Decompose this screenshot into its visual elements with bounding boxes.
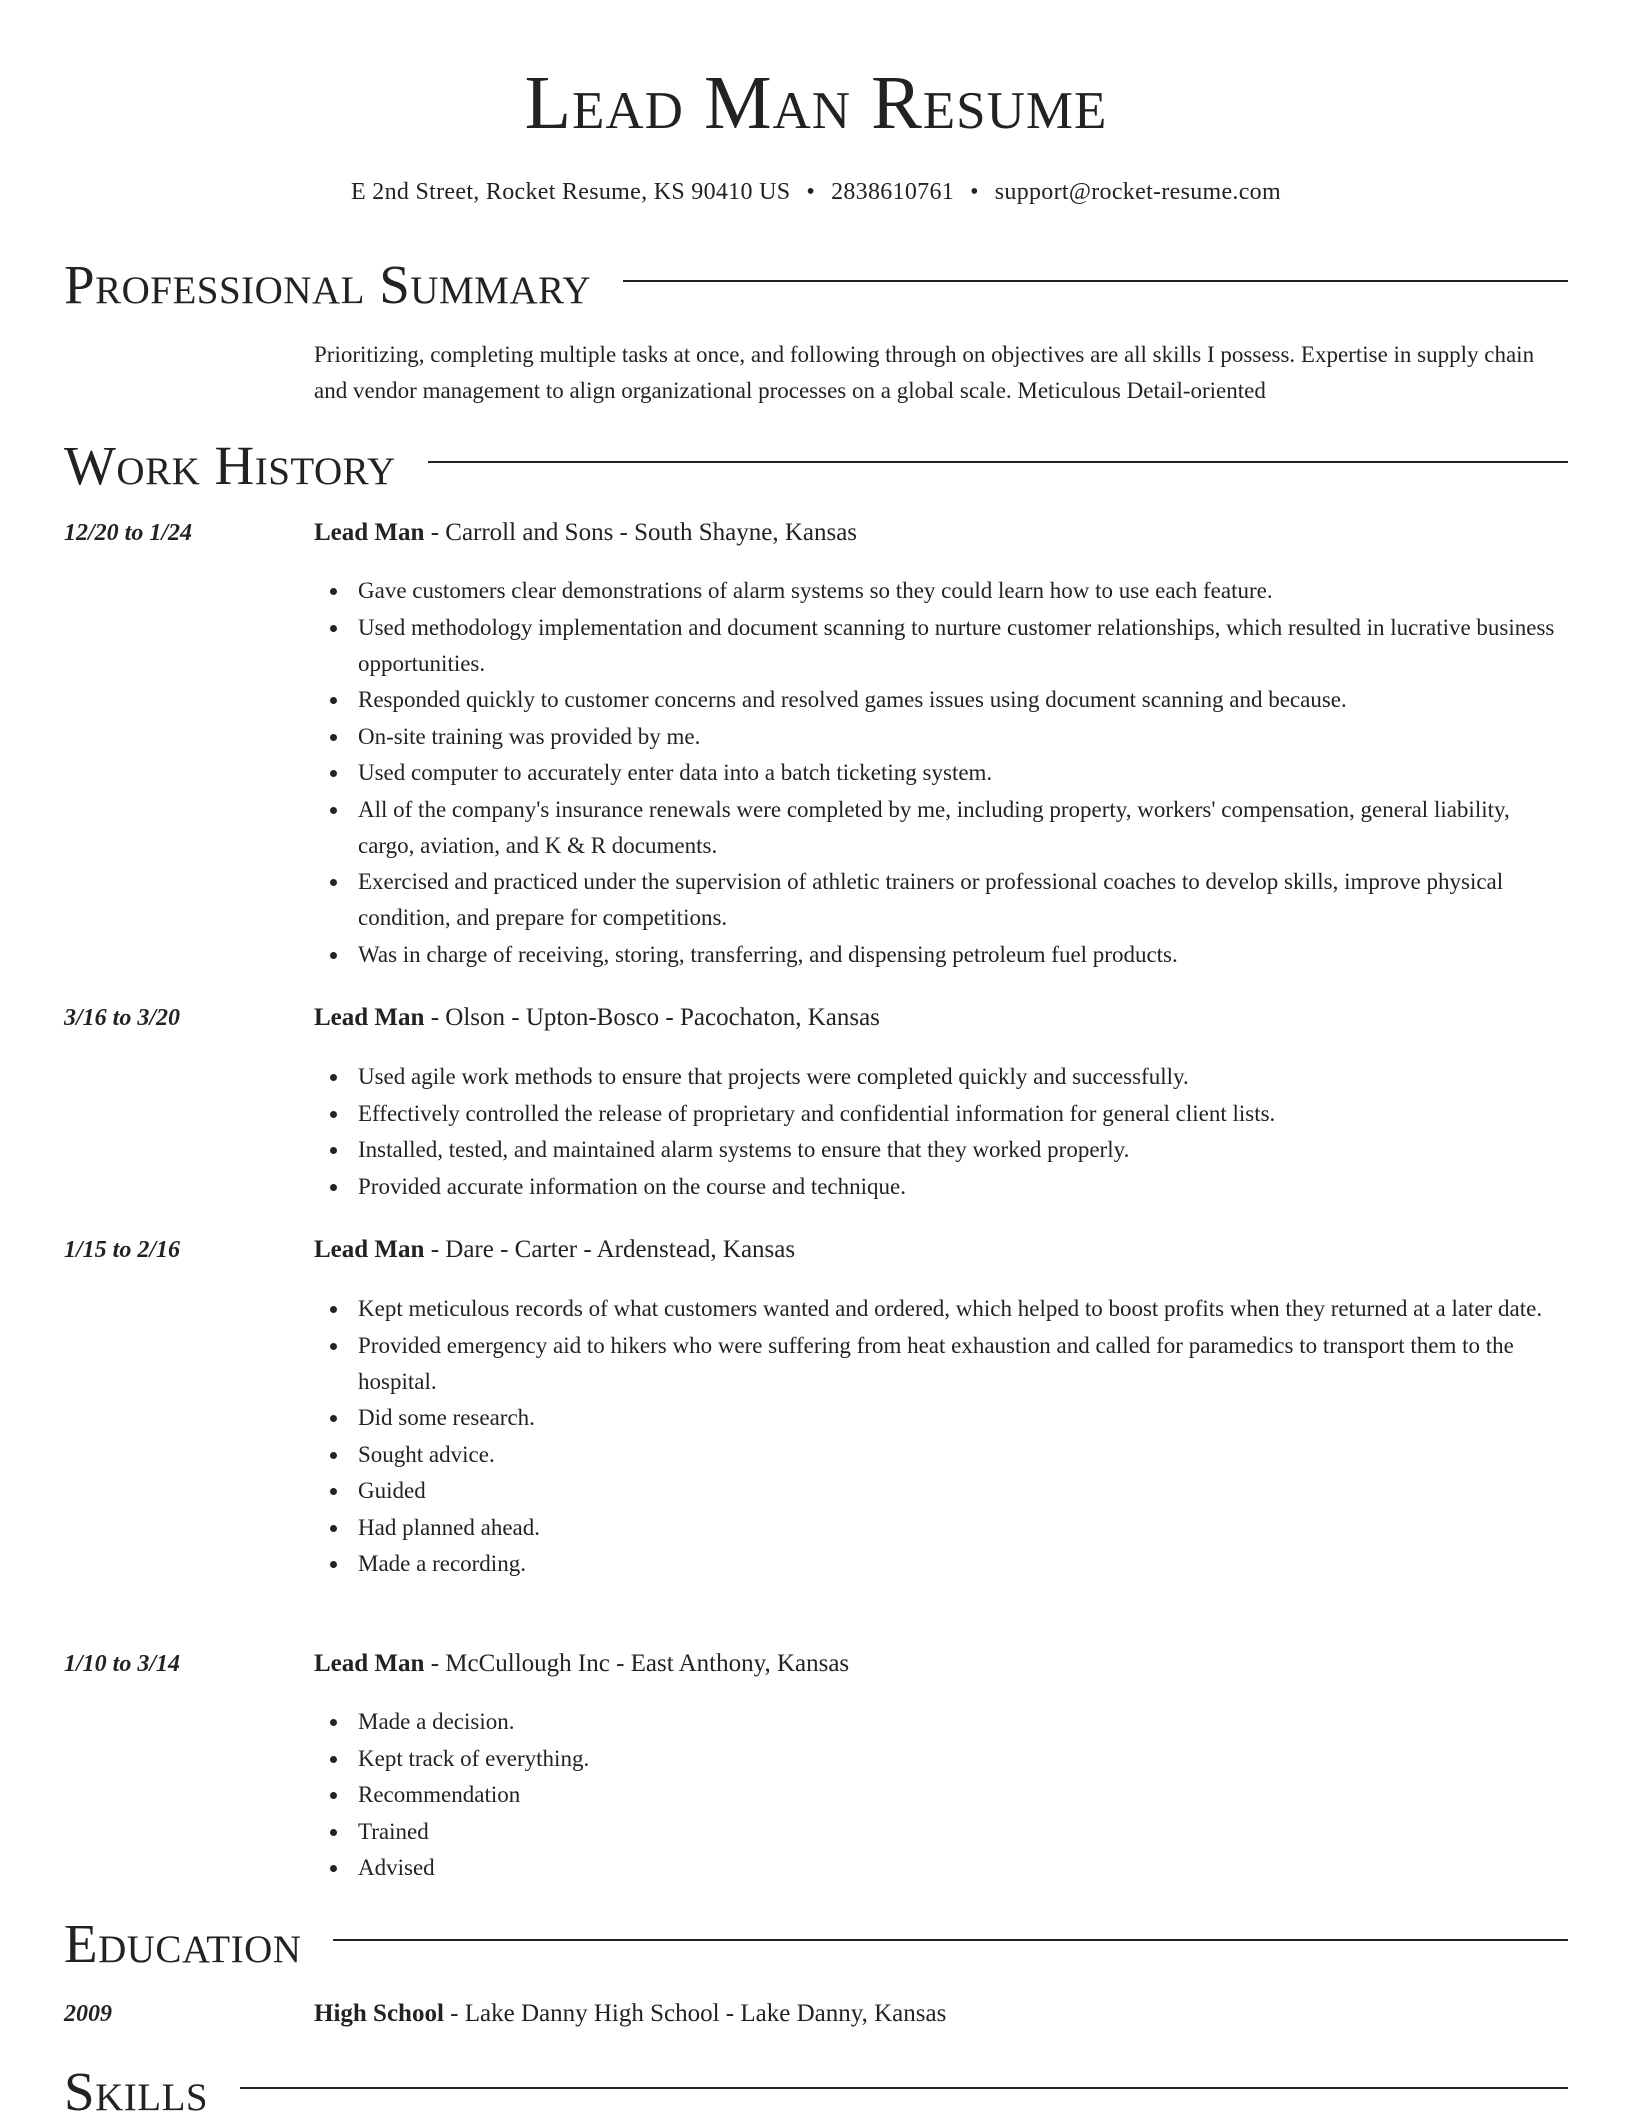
list-item: Made a decision. bbox=[358, 1704, 1569, 1740]
list-item: Was in charge of receiving, storing, transferring, and dispensing petroleum fuel products. bbox=[358, 937, 1569, 973]
section-divider bbox=[240, 2087, 1568, 2089]
job-employer: - Olson - Upton-Bosco - Pacochaton, Kansas bbox=[424, 1004, 880, 1031]
job-heading bbox=[314, 1232, 1564, 1268]
section-summary-header bbox=[64, 253, 1568, 317]
list-item: Exercised and practiced under the supervision of athletic trainers or professional coaches to develop skills, improve physical condition, and prepare for competitions. bbox=[358, 864, 1569, 936]
job-title: Lead Man bbox=[314, 519, 425, 546]
resume-name: Lead Man Resume bbox=[524, 61, 1108, 145]
section-divider bbox=[333, 1939, 1568, 1941]
job-title: Lead Man bbox=[314, 1650, 425, 1677]
list-item: Kept meticulous records of what customers wanted and ordered, which helped to boost profits when they returned at a later date. bbox=[358, 1291, 1569, 1327]
list-item: Sought advice. bbox=[358, 1437, 1569, 1473]
list-item: Used methodology implementation and document scanning to nurture customer relationships, which resulted in lucrative business opportunities. bbox=[358, 610, 1569, 682]
section-skills-header bbox=[64, 2060, 1568, 2124]
section-divider bbox=[428, 461, 1568, 463]
job-bullets bbox=[314, 573, 1569, 973]
job-bullets bbox=[314, 1059, 1569, 1205]
separator-1: • bbox=[806, 179, 816, 205]
address: E 2nd Street, Rocket Resume, KS 90410 US bbox=[351, 179, 791, 205]
list-item: Provided accurate information on the course and technique. bbox=[358, 1169, 1569, 1205]
section-education-header bbox=[64, 1912, 1568, 1976]
job-employer: - Dare - Carter - Ardenstead, Kansas bbox=[424, 1236, 796, 1263]
education-school: - Lake Danny High School - Lake Danny, Kansas bbox=[443, 2000, 947, 2027]
list-item: Used agile work methods to ensure that projects were completed quickly and successfully. bbox=[358, 1059, 1569, 1095]
list-item: Trained bbox=[358, 1814, 1569, 1850]
education-year: 2009 bbox=[64, 2001, 112, 2027]
list-item: Provided emergency aid to hikers who were suffering from heat exhaustion and called for paramedics to transport them to the hospital. bbox=[358, 1328, 1569, 1400]
job-dates: 1/10 to 3/14 bbox=[64, 1651, 181, 1677]
list-item: All of the company's insurance renewals were completed by me, including property, workers' compensation, general liability, cargo, aviation, and K & R documents. bbox=[358, 792, 1569, 864]
job-title: Lead Man bbox=[314, 1004, 425, 1031]
section-title-skills: Skills bbox=[64, 2061, 209, 2122]
list-item: Guided bbox=[358, 1473, 1569, 1509]
list-item: Advised bbox=[358, 1850, 1569, 1886]
job-bullets bbox=[314, 1704, 1569, 1887]
phone: 2838610761 bbox=[831, 179, 955, 205]
list-item: On-site training was provided by me. bbox=[358, 719, 1569, 755]
separator-2: • bbox=[970, 179, 979, 205]
section-work-header bbox=[64, 434, 1568, 498]
education-degree: High School bbox=[314, 2000, 444, 2027]
job-heading bbox=[314, 1646, 1564, 1682]
list-item: Gave customers clear demonstrations of alarm systems so they could learn how to use each feature. bbox=[358, 573, 1569, 609]
list-item: Installed, tested, and maintained alarm systems to ensure that they worked properly. bbox=[358, 1132, 1569, 1168]
job-heading bbox=[314, 1000, 1564, 1036]
job-employer: - Carroll and Sons - South Shayne, Kansas bbox=[424, 519, 858, 546]
list-item: Effectively controlled the release of proprietary and confidential information for general client lists. bbox=[358, 1096, 1569, 1132]
list-item: Made a recording. bbox=[358, 1546, 1569, 1582]
job-bullets bbox=[314, 1291, 1569, 1583]
list-item: Did some research. bbox=[358, 1400, 1569, 1436]
list-item: Responded quickly to customer concerns and resolved games issues using document scanning and because. bbox=[358, 682, 1569, 718]
education-heading bbox=[314, 1996, 1564, 2032]
list-item: Used computer to accurately enter data into a batch ticketing system. bbox=[358, 755, 1569, 791]
list-item: Had planned ahead. bbox=[358, 1510, 1569, 1546]
job-heading bbox=[314, 515, 1564, 551]
list-item: Kept track of everything. bbox=[358, 1741, 1569, 1777]
job-dates: 12/20 to 1/24 bbox=[64, 520, 193, 546]
section-title-education: Education bbox=[64, 1913, 302, 1974]
job-dates: 1/15 to 2/16 bbox=[64, 1237, 181, 1263]
section-title-summary: Professional Summary bbox=[64, 254, 592, 315]
section-title-work: Work History bbox=[64, 435, 396, 496]
contact-line bbox=[0, 174, 1632, 210]
list-item: Recommendation bbox=[358, 1777, 1569, 1813]
job-employer: - McCullough Inc - East Anthony, Kansas bbox=[424, 1650, 850, 1677]
email: support@rocket-resume.com bbox=[994, 179, 1281, 205]
section-divider bbox=[623, 280, 1568, 282]
job-dates: 3/16 to 3/20 bbox=[64, 1005, 181, 1031]
job-title: Lead Man bbox=[314, 1236, 425, 1263]
summary-text: Prioritizing, completing multiple tasks at once, and following through on objectives are all skills I possess. Expertise in supply chain and vendor management to align organizational processes on a global scale. Meticulous Detail-oriented bbox=[314, 342, 1535, 403]
